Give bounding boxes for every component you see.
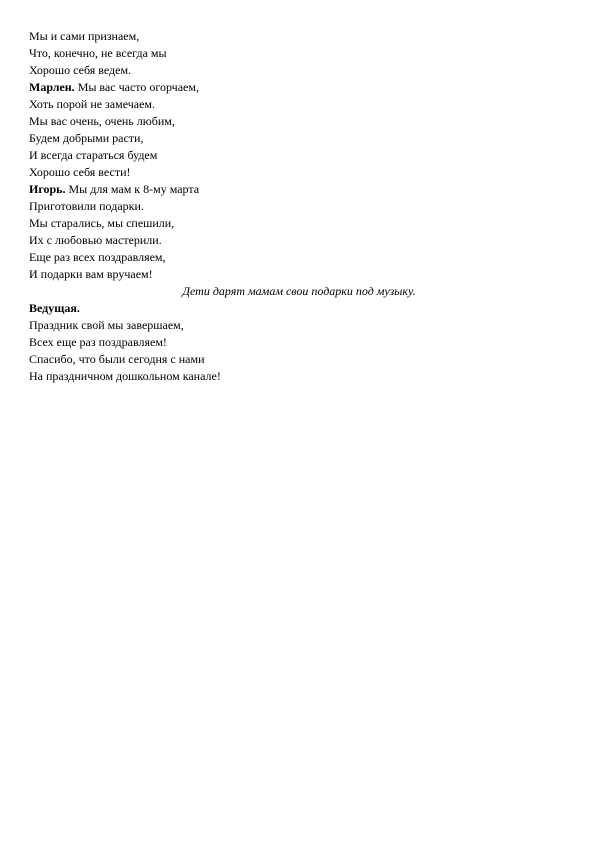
speaker-name-marlen: Марлен.	[29, 80, 75, 94]
poem-line: Спасибо, что были сегодня с нами	[29, 352, 205, 366]
poem-line-text: Мы для мам к 8-му марта	[65, 182, 200, 196]
script-text	[29, 28, 569, 385]
igor-first-line	[29, 181, 569, 198]
poem-line: Приготовили подарки.	[29, 199, 144, 213]
poem-line: Хорошо себя вести!	[29, 165, 131, 179]
poem-line: Будем добрыми расти,	[29, 131, 144, 145]
poem-line: Праздник свой мы завершаем,	[29, 318, 184, 332]
stage-direction: Дети дарят мамам свои подарки под музыку.	[182, 284, 416, 298]
poem-line: Что, конечно, не всегда мы	[29, 46, 167, 60]
poem-line: Мы старались, мы спешили,	[29, 216, 175, 230]
poem-line: Мы и сами признаем,	[29, 29, 140, 43]
poem-line: Хорошо себя ведем.	[29, 63, 132, 77]
speaker-name-host: Ведущая.	[29, 301, 80, 315]
poem-line: Мы вас очень, очень любим,	[29, 114, 175, 128]
poem-line: Еще раз всех поздравляем,	[29, 250, 166, 264]
poem-line-text: Мы вас часто огорчаем,	[74, 80, 199, 94]
poem-line: И подарки вам вручаем!	[29, 267, 153, 281]
speaker-name-igor: Игорь.	[29, 182, 66, 196]
poem-line: Хоть порой не замечаем.	[29, 97, 156, 111]
poem-line: И всегда стараться будем	[29, 148, 158, 162]
marlen-first-line	[29, 79, 569, 96]
poem-line: На праздничном дошкольном канале!	[29, 369, 221, 383]
poem-line: Всех еще раз поздравляем!	[29, 335, 167, 349]
poem-line: Их с любовью мастерили.	[29, 233, 162, 247]
